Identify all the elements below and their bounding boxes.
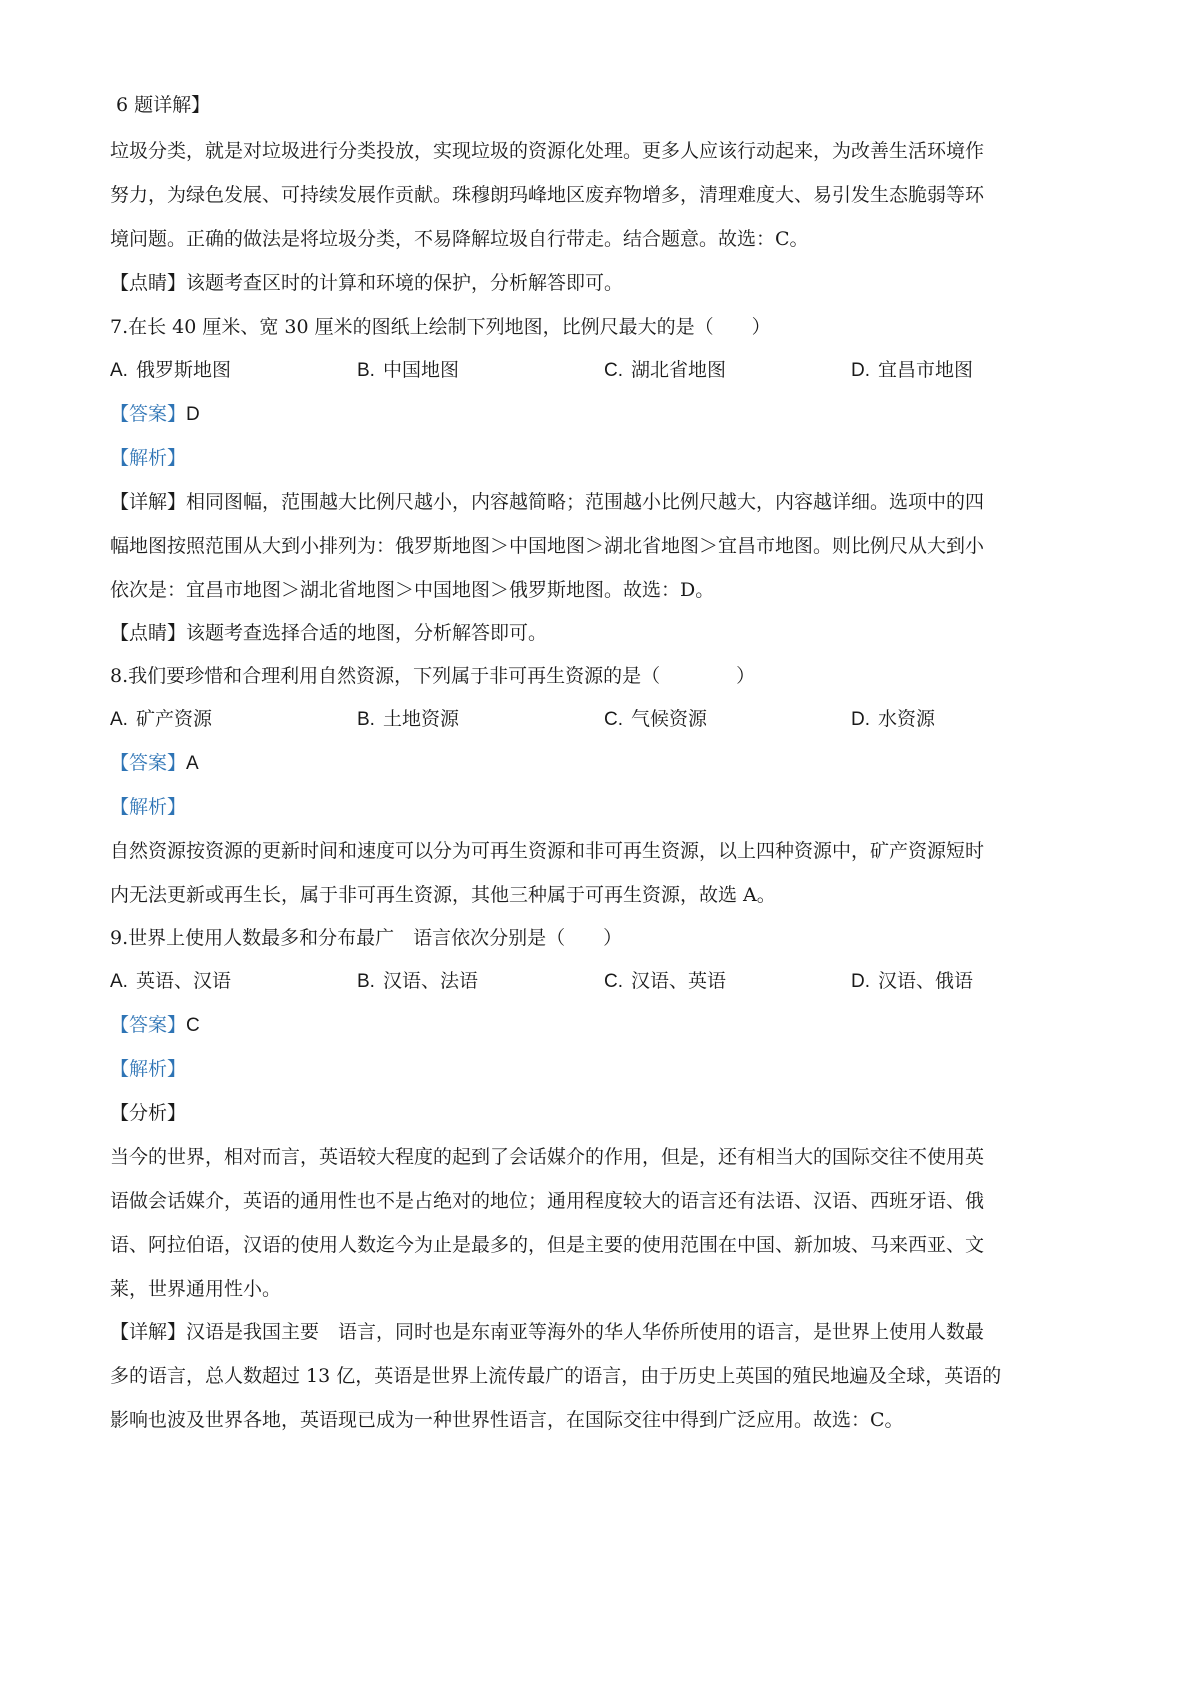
q7-answer-label: 【答案】	[110, 403, 187, 425]
q9-detail-line-3: 影响也波及世界各地，英语现已成为一种世界性语言，在国际交往中得到广泛应用。故选：C。	[110, 1409, 904, 1431]
q8-option-a-text: 矿产资源	[135, 708, 212, 730]
q9-option-d-text: 汉语、俄语	[878, 970, 974, 992]
q8-option-c-text: 气候资源	[631, 708, 708, 730]
q7-option-b	[357, 357, 459, 384]
q9-fenxi-line-2: 语做会话媒介，英语的通用性也不是占绝对的地位；通用程度较大的语言还有法语、汉语、西班牙语、俄	[110, 1190, 985, 1212]
q9-option-a	[110, 968, 231, 995]
q7-option-c	[604, 357, 726, 384]
q7-option-c-letter: C.	[604, 360, 623, 381]
q7-answer-value: D	[186, 404, 200, 425]
q6-note: 【点睛】该题考查区时的计算和环境的保护，分析解答即可。	[110, 272, 624, 294]
q9-fenxi-line-3: 语、阿拉伯语，汉语的使用人数迄今为止是最多的，但是主要的使用范围在中国、新加坡、马来西亚、文	[110, 1234, 985, 1256]
q8-option-a	[110, 706, 212, 733]
q9-analysis-label: 【解析】	[110, 1058, 187, 1080]
q7-detail-line-3: 依次是：宜昌市地图＞湖北省地图＞中国地图＞俄罗斯地图。故选：D。	[110, 579, 715, 601]
q7-option-d-letter: D.	[851, 360, 870, 381]
q7-stem: 7.在长 40 厘米、宽 30 厘米的图纸上绘制下列地图，比例尺最大的是（ ）	[110, 316, 771, 338]
q7-detail-line-2: 幅地图按照范围从大到小排列为：俄罗斯地图＞中国地图＞湖北省地图＞宜昌市地图。则比例尺从大到小	[110, 535, 985, 557]
q9-option-b-letter: B.	[357, 971, 375, 992]
q9-detail-line-1: 【详解】汉语是我国主要 语言，同时也是东南亚等海外的华人华侨所使用的语言，是世界上使用人数最	[110, 1321, 985, 1343]
q9-option-c	[604, 968, 726, 995]
q8-stem: 8.我们要珍惜和合理利用自然资源，下列属于非可再生资源的是（ ）	[110, 665, 756, 687]
q8-option-d-letter: D.	[851, 709, 870, 730]
q9-fenxi-line-1: 当今的世界，相对而言，英语较大程度的起到了会话媒介的作用，但是，还有相当大的国际交往不使用英	[110, 1146, 985, 1168]
q9-answer-label: 【答案】	[110, 1014, 187, 1036]
q8-option-b-letter: B.	[357, 709, 375, 730]
q9-option-d-letter: D.	[851, 971, 870, 992]
q7-option-a-letter: A.	[110, 360, 128, 381]
q8-option-d-text: 水资源	[878, 708, 936, 730]
q7-note: 【点睛】该题考查选择合适的地图，分析解答即可。	[110, 622, 548, 644]
q7-option-a-text: 俄罗斯地图	[135, 359, 231, 381]
q8-option-a-letter: A.	[110, 709, 128, 730]
q8-detail-line-1: 自然资源按资源的更新时间和速度可以分为可再生资源和非可再生资源，以上四种资源中，矿产资源短时	[110, 840, 985, 862]
q9-answer-value: C	[186, 1015, 200, 1036]
q9-fenxi-line-4: 莱，世界通用性小。	[110, 1278, 282, 1300]
q8-option-c	[604, 706, 707, 733]
q9-option-b-text: 汉语、法语	[382, 970, 478, 992]
q8-answer-value: A	[186, 753, 199, 774]
q8-option-d	[851, 706, 935, 733]
q7-option-d-text: 宜昌市地图	[878, 359, 974, 381]
q9-option-d	[851, 968, 973, 995]
q6-para-line-2: 努力，为绿色发展、可持续发展作贡献。珠穆朗玛峰地区废弃物增多，清理难度大、易引发生态脆弱等环	[110, 184, 985, 206]
q9-option-c-letter: C.	[604, 971, 623, 992]
q7-option-b-text: 中国地图	[382, 359, 459, 381]
q8-analysis-label: 【解析】	[110, 796, 187, 818]
q8-detail-line-2: 内无法更新或再生长，属于非可再生资源，其他三种属于可再生资源，故选 A。	[110, 884, 776, 906]
q7-option-c-text: 湖北省地图	[631, 359, 727, 381]
q9-answer	[110, 1012, 1100, 1039]
q7-detail-line-1: 【详解】相同图幅，范围越大比例尺越小，内容越简略；范围越小比例尺越大，内容越详细。选项中的四	[110, 491, 985, 513]
q6-detail-heading: 6 题详解】	[116, 94, 211, 116]
q9-option-c-text: 汉语、英语	[631, 970, 727, 992]
q9-option-a-letter: A.	[110, 971, 128, 992]
q8-option-b	[357, 706, 459, 733]
q9-stem: 9.世界上使用人数最多和分布最广 语言依次分别是（ ）	[110, 927, 623, 949]
q7-answer	[110, 401, 1100, 428]
q7-option-b-letter: B.	[357, 360, 375, 381]
q6-para-line-1: 垃圾分类，就是对垃圾进行分类投放，实现垃圾的资源化处理。更多人应该行动起来，为改善生活环境作	[110, 140, 985, 162]
q9-option-b	[357, 968, 478, 995]
q9-detail-line-2: 多的语言，总人数超过 13 亿，英语是世界上流传最广的语言，由于历史上英国的殖民地遍及全球，英语的	[110, 1365, 1002, 1387]
q6-para-line-3: 境问题。正确的做法是将垃圾分类，不易降解垃圾自行带走。结合题意。故选：C。	[110, 228, 809, 250]
q8-option-b-text: 土地资源	[382, 708, 459, 730]
q9-option-a-text: 英语、汉语	[135, 970, 231, 992]
q8-answer	[110, 750, 1100, 777]
q8-answer-label: 【答案】	[110, 752, 187, 774]
q9-fenxi-label: 【分析】	[110, 1102, 187, 1124]
q8-option-c-letter: C.	[604, 709, 623, 730]
q7-option-d	[851, 357, 973, 384]
q7-analysis-label: 【解析】	[110, 447, 187, 469]
q7-option-a	[110, 357, 231, 384]
